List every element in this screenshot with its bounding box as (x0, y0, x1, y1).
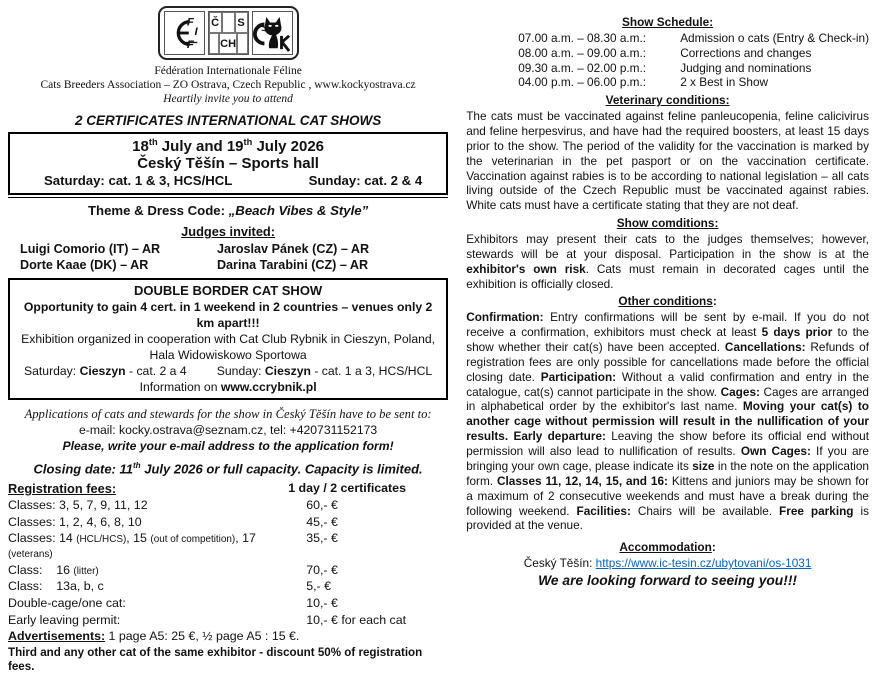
schedule-activity: Judging and nominations (680, 60, 812, 75)
schedule-time: 09.30 a.m. – 02.00 p.m.: (518, 60, 647, 75)
fee-row (8, 596, 448, 611)
schedule-time: 07.00 a.m. – 08.30 a.m.: (518, 30, 647, 45)
org-association: Cats Breeders Association – ZO Ostrava, Czech Republic , www.kockyostrava.cz (40, 79, 416, 92)
sunday-categories: Sunday: cat. 2 & 4 (308, 173, 423, 189)
fee-row (8, 498, 448, 513)
fee-label: Class: 16 (litter) (8, 562, 99, 577)
applications-note: Applications of cats and stewards for the show in Český Těšín have to be sent to: (24, 407, 432, 422)
judges-heading: Judges invited: (181, 224, 276, 240)
csch-logo (208, 11, 249, 55)
fee-value: 70,- € (306, 562, 338, 577)
csch-cell-empty (237, 33, 248, 54)
judge-name: Darina Tarabini (CZ) – AR (216, 258, 369, 273)
fee-value: 45,- € (306, 514, 338, 529)
fee-row (8, 515, 448, 530)
schedule-row (518, 31, 869, 46)
accommodation-line (466, 556, 869, 571)
double-border-subtitle: Opportunity to gain 4 cert. in 1 weekend in 2 countries – venues only 2 km apart!!! (23, 299, 433, 331)
judge-name: Dorte Kaae (DK) – AR (20, 258, 149, 273)
double-border-title: DOUBLE BORDER CAT SHOW (133, 282, 323, 298)
schedule-time: 04.00 p.m. – 06.00 p.m.: (518, 75, 647, 90)
show-venue: Český Těšín – Sports hall (137, 155, 319, 173)
document-title: 2 CERTIFICATES INTERNATIONAL CAT SHOWS (74, 113, 382, 129)
fee-row (8, 579, 448, 594)
applications-block (8, 406, 448, 454)
judge-name: Luigi Comorio (IT) – AR (20, 242, 161, 257)
judges-list (8, 241, 448, 274)
advertisements-line: Advertisements: 1 page A5: 25 €, ½ page A5 : 15 €. (8, 629, 300, 644)
black-cat-logo (252, 11, 293, 55)
show-conditions-text: Exhibitors may present their cats to the judges themselves; however, stewards will be at your disposal. Participation in the show is at the exhibitor's own risk. Cats must remain in decorated cages until the exhibition is officially closed. (466, 232, 869, 291)
fee-label: Double-cage/one cat: (8, 595, 126, 610)
logo-strip (8, 6, 448, 60)
schedule-table (518, 31, 869, 90)
schedule-row (518, 75, 869, 90)
rybnik-info: Information on www.ccrybnik.pl (139, 380, 317, 395)
show-info-box (8, 132, 448, 195)
farewell-line: We are looking forward to seeing you!!! (538, 572, 798, 588)
schedule-time: 08.00 a.m. – 09.00 a.m.: (518, 45, 647, 60)
theme-dress-code: Theme & Dress Code: „Beach Vibes & Style” (87, 203, 369, 219)
saturday-categories: Saturday: cat. 1 & 3, HCS/HCL (44, 173, 233, 189)
show-conditions-heading: Show comditions: (616, 216, 719, 231)
divider-line (8, 197, 448, 198)
csch-cell-empty (222, 12, 235, 33)
svg-text:F: F (186, 16, 194, 29)
fee-value: 10,- € (306, 595, 338, 610)
fee-value: 10,- € for each cat (306, 612, 407, 627)
org-name: Fédération Internationale Féline (154, 65, 302, 77)
fee-label: Class: 13a, b, c (8, 579, 104, 594)
cieszyn-saturday: Saturday: Cieszyn - cat. 2 a 4 (24, 364, 187, 379)
fee-label: Classes: 14 (HCL/HCS), 15 (out of competition), 17 (veterans) (8, 531, 260, 560)
csch-letter-s: S (235, 12, 248, 33)
fee-value: 35,- € (306, 531, 338, 546)
veterinary-conditions-text: The cats must be vaccinated against feline panleucopenia, feline calicivirus and feline herpesvirus, and have had the required boosters, at least 15 days prior to the show. The period of the validity for the vaccination is marked by the veterinarian in the pet pasport or on the vaccination certificate. Vaccination against rabies is to be according to national legislation – all cats living outside of the Czech Republic must be vaccinated against rabies. White cats must have a certificate stating that they are not deaf. (466, 109, 869, 213)
accommodation-heading: Accommodation: (619, 540, 716, 555)
fife-logo-icon (165, 13, 203, 53)
fee-label: Early leaving permit: (8, 612, 121, 627)
cooperation-line: Exhibition organized in cooperation with Cat Club Rybnik in Cieszyn, Poland, (21, 332, 436, 347)
fee-label: Classes: 3, 5, 7, 9, 11, 12 (8, 497, 148, 512)
black-cat-icon (253, 13, 291, 53)
fee-value: 60,- € (306, 497, 338, 512)
csch-letter-c: Č (209, 12, 222, 33)
accommodation-link[interactable]: https://www.ic-tesin.cz/ubytovani/os-1031 (595, 556, 812, 571)
fee-value: 5,- € (306, 579, 331, 594)
organizer-block (8, 64, 448, 106)
fee-row (8, 613, 448, 628)
svg-text:I: I (194, 25, 198, 38)
fife-logo (164, 11, 205, 55)
schedule-activity: 2 x Best in Show (680, 75, 769, 90)
closing-date: Closing date: 11th July 2026 or full capacity. Capacity is limited. (33, 460, 423, 476)
schedule-row (518, 46, 869, 61)
cieszyn-sunday: Sunday: Cieszyn - cat. 1 a 3, HCS/HCL (216, 364, 433, 379)
csch-grid (209, 12, 248, 54)
fee-label: Classes: 1, 2, 4, 6, 8, 10 (8, 514, 142, 529)
schedule-heading: Show Schedule: (622, 15, 714, 29)
cieszyn-days (16, 363, 440, 379)
veterinary-heading: Veterinary conditions: (605, 93, 730, 108)
fees-heading: Registration fees: (8, 480, 117, 496)
other-conditions-text: Confirmation: Entry confirmations will be sent by e-mail. If you do not receive a confirmation, exhibitors must check at least 5 days prior to the show whether their cat(s) have been accepted. Cancellations: Refunds of registration fees are only possible for cancellations made before the official closing date. Participation: Without a valid confirmation and entry in the catalogue, cat(s) cannot participate in the show. Cages: Cages are arranged in alphabetical order by the exhibitor's last name. Moving your cat(s) to another cage without permission will result in the nullification of your results. Early departure: Leaving the show before its official end without permission will also lead to nullification of results. Own Cages: If you are bringing your own cage, please indicate its size in the note on the application form. Classes 11, 12, 14, 15, and 16: Kittens and juniors may be shown for a maximum of 2 consecutive weekends and must have a break during the following weekend. Facilities: Chairs will be available. Free parking is provided at the venue. (466, 310, 870, 533)
schedule-activity: Admission o cats (Entry & Check-in) (680, 30, 869, 45)
discount-note: Third and any other cat of the same exhibitor - discount 50% of registration fees. (8, 645, 423, 673)
svg-text:F: F (186, 39, 194, 52)
right-column (454, 0, 877, 620)
csch-cell-empty (209, 33, 220, 54)
fee-row (8, 563, 448, 578)
contact-line: e-mail: kocky.ostrava@seznam.cz, tel: +420731152173 (79, 422, 378, 437)
email-reminder: Please, write your e-mail address to the application form! (62, 438, 394, 453)
other-conditions-heading: Other conditions: (618, 294, 717, 309)
fees-column-header: 1 day / 2 certificates (288, 480, 406, 495)
show-days (20, 173, 436, 188)
accommodation-city: Český Těšín: (523, 556, 596, 571)
cooperation-venue: Hala Widowiskowo Sportowa (149, 348, 307, 363)
fee-row (8, 531, 448, 560)
logo-box (158, 6, 299, 60)
double-border-show-box (8, 278, 448, 401)
schedule-activity: Corrections and changes (680, 45, 812, 60)
show-dates: 18th July and 19th July 2026 (132, 137, 325, 156)
schedule-row (518, 61, 869, 76)
registration-fees (8, 481, 448, 673)
csch-letter-ch: CH (219, 33, 237, 54)
fees-header-row (8, 481, 448, 496)
judge-name: Jaroslav Pánek (CZ) – AR (216, 242, 370, 257)
invite-line: Heartily invite you to attend (163, 93, 293, 106)
